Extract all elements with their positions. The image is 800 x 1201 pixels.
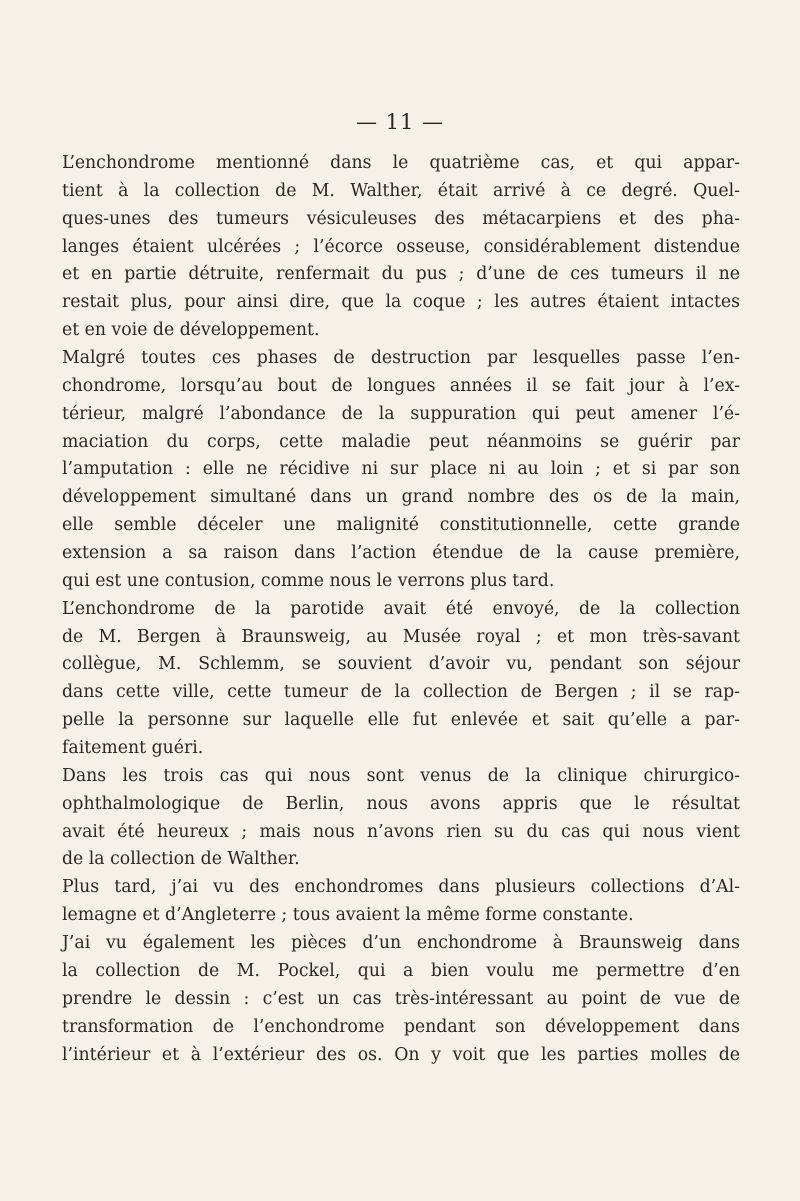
text-line: développement simultané dans un grand nombre des os de la main, — [62, 487, 740, 508]
text-line: collègue, M. Schlemm, se souvient d’avoir vu, pendant son séjour — [62, 654, 740, 675]
text-line: extension a sa raison dans l’action étendue de la cause première, — [62, 543, 740, 564]
text-line: et en partie détruite, renfermait du pus ; d’une de ces tumeurs il ne — [62, 264, 740, 285]
text-line: et en voie de développement. — [62, 320, 320, 341]
text-line: qui est une contusion, comme nous le verrons plus tard. — [62, 570, 555, 591]
text-line: l’amputation : elle ne récidive ni sur place ni au loin ; et si par son — [62, 459, 740, 480]
text-line: L’enchondrome de la parotide avait été envoyé, de la collection — [62, 598, 740, 619]
page-number: — 11 — — [355, 110, 445, 134]
text-line: l’intérieur et à l’extérieur des os. On y voit que les parties molles de — [62, 1044, 740, 1065]
text-line: Malgré toutes ces phases de destruction par lesquelles passe l’en- — [62, 348, 740, 369]
text-line: prendre le dessin : c’est un cas très-intéressant au point de vue de — [62, 988, 740, 1009]
text-line: tient à la collection de M. Walther, était arrivé à ce degré. Quel- — [62, 180, 740, 201]
text-line: langes étaient ulcérées ; l’écorce osseuse, considérablement distendue — [62, 236, 740, 257]
body-text — [62, 150, 740, 1069]
text-line: ophthalmologique de Berlin, nous avons appris que le résultat — [62, 793, 740, 814]
text-line: avait été heureux ; mais nous n’avons rien su du cas qui nous vient — [62, 821, 740, 842]
text-line: maciation du corps, cette maladie peut néanmoins se guérir par — [62, 431, 740, 452]
text-line: L’enchondrome mentionné dans le quatrième cas, et qui appar- — [62, 153, 740, 173]
text-line: Plus tard, j’ai vu des enchondromes dans plusieurs collections d’Al- — [62, 877, 740, 898]
text-line: lemagne et d’Angleterre ; tous avaient la même forme constante. — [62, 905, 634, 926]
text-line: de M. Bergen à Braunsweig, au Musée royal ; et mon très-savant — [62, 626, 740, 647]
text-line: pelle la personne sur laquelle elle fut enlevée et sait qu’elle a par- — [62, 710, 740, 731]
text-line: chondrome, lorsqu’au bout de longues années il se fait jour à l’ex- — [62, 375, 740, 396]
text-line: J’ai vu également les pièces d’un enchondrome à Braunsweig dans — [62, 933, 740, 954]
text-line: transformation de l’enchondrome pendant son développement dans — [62, 1016, 740, 1037]
text-line: de la collection de Walther. — [62, 849, 300, 870]
text-line: térieur, malgré l’abondance de la suppuration qui peut amener l’é- — [62, 403, 740, 424]
text-line: dans cette ville, cette tumeur de la collection de Bergen ; il se rap- — [62, 682, 740, 703]
text-line: elle semble déceler une malignité constitutionnelle, cette grande — [62, 515, 740, 536]
text-line: la collection de M. Pockel, qui a bien voulu me permettre d’en — [62, 960, 740, 981]
text-line: faitement guéri. — [62, 738, 204, 759]
text-line: restait plus, pour ainsi dire, que la coque ; les autres étaient intactes — [62, 292, 740, 313]
text-line: Dans les trois cas qui nous sont venus de la clinique chirurgico- — [62, 765, 740, 786]
text-line: ques-unes des tumeurs vésiculeuses des métacarpiens et des pha- — [62, 208, 740, 229]
